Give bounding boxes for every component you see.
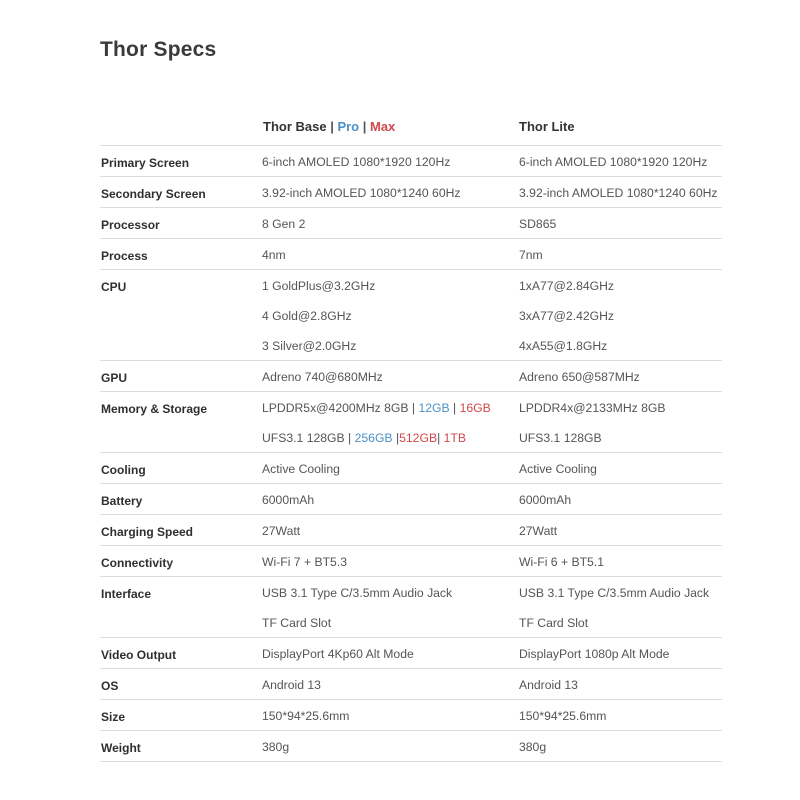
spec-value-part: UFS3.1 128GB — [262, 431, 345, 445]
spec-value-line: Wi-Fi 6 + BT5.1 — [519, 555, 604, 569]
spec-value-line: 6-inch AMOLED 1080*1920 120Hz — [519, 155, 708, 169]
spec-value-base — [262, 270, 375, 360]
table-header — [100, 110, 722, 146]
spec-row — [100, 208, 722, 239]
spec-value-part: 12GB — [418, 401, 450, 415]
spec-value-base — [262, 700, 349, 730]
spec-value-part: 1TB — [443, 431, 466, 445]
spec-value-lite — [519, 638, 669, 668]
spec-value-line: 4xA55@1.8GHz — [519, 339, 608, 353]
spec-rows — [100, 146, 722, 762]
spec-label: OS — [101, 679, 119, 693]
spec-value-line: USB 3.1 Type C/3.5mm Audio Jack — [262, 586, 453, 600]
spec-value-lite — [519, 577, 709, 637]
spec-value-line: Active Cooling — [262, 462, 340, 476]
spec-label: Primary Screen — [101, 156, 190, 170]
spec-label: GPU — [101, 371, 128, 385]
spec-value-lite — [519, 177, 718, 207]
spec-label: Battery — [101, 494, 143, 508]
spec-value-base — [262, 208, 305, 238]
spec-row — [100, 146, 722, 177]
spec-value-line: Android 13 — [262, 678, 321, 692]
spec-value-part: 512GB — [399, 431, 438, 445]
spec-value-lite — [519, 392, 666, 452]
spec-value-line: 8 Gen 2 — [262, 217, 306, 231]
spec-row — [100, 484, 722, 515]
spec-value-base — [262, 177, 461, 207]
spec-label: Charging Speed — [101, 525, 194, 539]
spec-value-lite — [519, 669, 578, 699]
spec-value-base — [262, 638, 414, 668]
spec-value-line: 150*94*25.6mm — [519, 709, 607, 723]
spec-value-base — [262, 669, 321, 699]
spec-row — [100, 731, 722, 762]
spec-label: Video Output — [101, 648, 177, 662]
page-title: Thor Specs — [100, 38, 217, 61]
spec-label: Memory & Storage — [101, 402, 208, 416]
header-separator: | — [359, 119, 370, 134]
header-thor-base — [263, 119, 395, 134]
spec-value-line: TF Card Slot — [519, 616, 589, 630]
spec-value-line: 3xA77@2.42GHz — [519, 309, 615, 323]
spec-label: Process — [101, 249, 148, 263]
spec-row — [100, 453, 722, 484]
spec-label: Weight — [101, 741, 141, 755]
spec-value-base — [262, 146, 450, 176]
spec-label: Size — [101, 710, 126, 724]
spec-value-line: Wi-Fi 7 + BT5.3 — [262, 555, 347, 569]
spec-value-line: Active Cooling — [519, 462, 597, 476]
spec-value-line: DisplayPort 4Kp60 Alt Mode — [262, 647, 414, 661]
spec-value-part: | — [344, 431, 355, 445]
spec-value-part: | — [449, 401, 460, 415]
spec-label: Interface — [101, 587, 152, 601]
spec-row — [100, 515, 722, 546]
spec-value-line: 3.92-inch AMOLED 1080*1240 60Hz — [519, 186, 718, 200]
spec-value-line: Adreno 740@680MHz — [262, 370, 383, 384]
spec-value-lite — [519, 361, 640, 391]
spec-value-lite — [519, 515, 557, 545]
spec-value-line: 1xA77@2.84GHz — [519, 279, 615, 293]
spec-value-base — [262, 515, 300, 545]
spec-value-part: | — [392, 431, 400, 445]
spec-value-lite — [519, 270, 614, 360]
spec-value-lite — [519, 453, 597, 483]
spec-value-base — [262, 239, 286, 269]
spec-value-base — [262, 484, 314, 514]
spec-value-part: | — [408, 401, 419, 415]
spec-value-line: 7nm — [519, 248, 543, 262]
spec-value-line: 6-inch AMOLED 1080*1920 120Hz — [262, 155, 451, 169]
spec-value-line: Adreno 650@587MHz — [519, 370, 640, 384]
spec-value-base — [262, 392, 491, 452]
spec-value-line: 27Watt — [519, 524, 558, 538]
spec-row — [100, 669, 722, 700]
spec-value-base — [262, 361, 383, 391]
spec-value-line: 6000mAh — [519, 493, 572, 507]
spec-value-part: LPDDR5x@4200MHz 8GB — [262, 401, 409, 415]
spec-row — [100, 239, 722, 270]
spec-value-line: SD865 — [519, 217, 557, 231]
spec-value-line: USB 3.1 Type C/3.5mm Audio Jack — [519, 586, 710, 600]
spec-value-base — [262, 731, 289, 761]
spec-row — [100, 392, 722, 453]
spec-value-base — [262, 546, 347, 576]
spec-value-line: 3.92-inch AMOLED 1080*1240 60Hz — [262, 186, 461, 200]
spec-value-lite — [519, 700, 606, 730]
spec-value-line: LPDDR4x@2133MHz 8GB — [519, 401, 666, 415]
spec-value-lite — [519, 546, 604, 576]
spec-value-line: 4 Gold@2.8GHz — [262, 309, 352, 323]
spec-value-lite — [519, 239, 543, 269]
spec-label: Connectivity — [101, 556, 174, 570]
spec-label: Processor — [101, 218, 160, 232]
spec-value-line: 380g — [519, 740, 547, 754]
spec-value-line: UFS3.1 128GB — [519, 431, 602, 445]
header-pro-label: Pro — [337, 119, 360, 134]
spec-value-part: | — [437, 431, 444, 445]
spec-row — [100, 546, 722, 577]
spec-value-line: 6000mAh — [262, 493, 315, 507]
specs-table — [100, 110, 722, 762]
spec-value-lite — [519, 484, 571, 514]
spec-value-part: 16GB — [459, 401, 491, 415]
spec-value-line: 1 GoldPlus@3.2GHz — [262, 279, 376, 293]
spec-value-line: 4nm — [262, 248, 286, 262]
spec-value-base — [262, 577, 452, 637]
spec-row — [100, 270, 722, 361]
spec-label: CPU — [101, 280, 127, 294]
spec-row — [100, 700, 722, 731]
spec-label: Secondary Screen — [101, 187, 206, 201]
spec-value-line: 3 Silver@2.0GHz — [262, 339, 357, 353]
spec-row — [100, 361, 722, 392]
spec-value-part: 256GB — [354, 431, 393, 445]
header-separator: | — [326, 119, 338, 134]
header-thor-lite: Thor Lite — [519, 119, 575, 134]
spec-value-line: 380g — [262, 740, 290, 754]
spec-value-lite — [519, 731, 546, 761]
spec-value-line — [262, 392, 491, 422]
spec-value-lite — [519, 208, 556, 238]
spec-value-line: DisplayPort 1080p Alt Mode — [519, 647, 670, 661]
spec-row — [100, 638, 722, 669]
spec-value-line: Android 13 — [519, 678, 578, 692]
spec-value-line: 27Watt — [262, 524, 301, 538]
header-max-label: Max — [370, 119, 396, 134]
spec-row — [100, 577, 722, 638]
spec-value-line — [262, 422, 491, 452]
spec-row — [100, 177, 722, 208]
spec-value-line: 150*94*25.6mm — [262, 709, 350, 723]
spec-value-base — [262, 453, 340, 483]
spec-value-lite — [519, 146, 707, 176]
header-base-label: Thor Base — [263, 119, 327, 134]
spec-value-line: TF Card Slot — [262, 616, 332, 630]
spec-label: Cooling — [101, 463, 146, 477]
